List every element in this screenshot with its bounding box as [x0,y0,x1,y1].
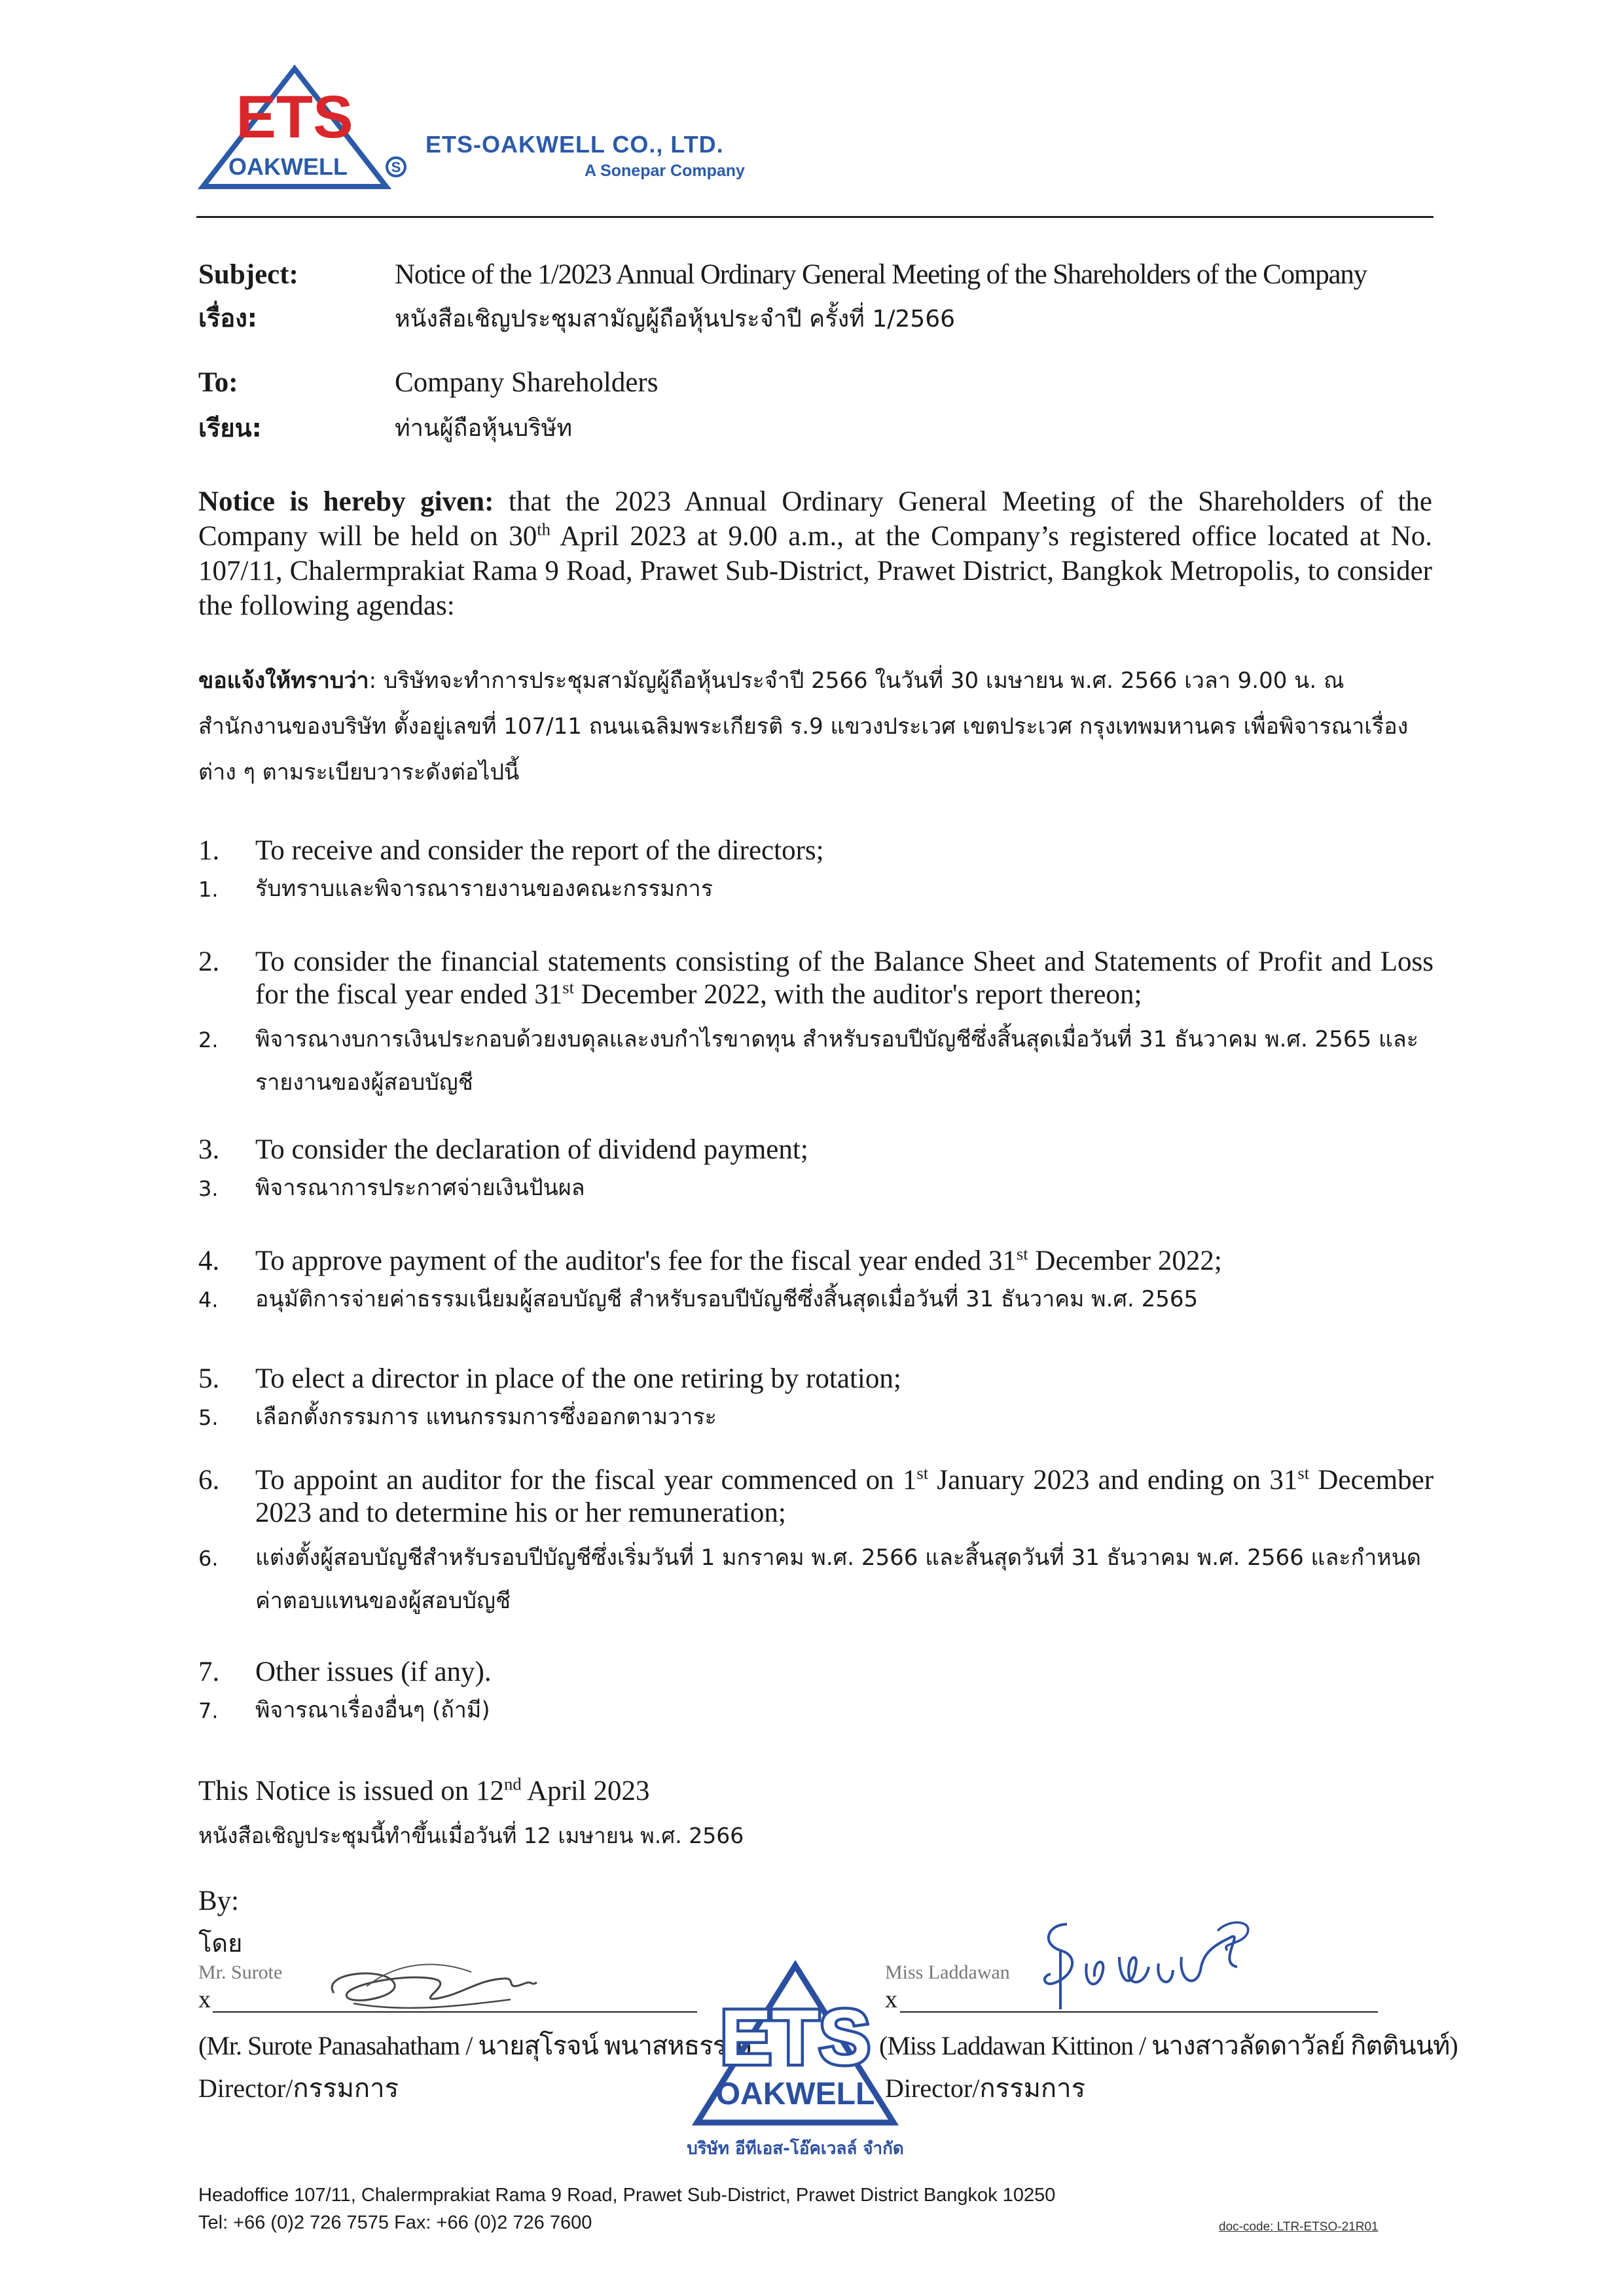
to-label-en: To: [198,367,238,398]
by-label-th: โดย [198,1929,243,1958]
agenda-1-th: รับทราบและพิจารณารายงานของคณะกรรมการ [255,876,713,902]
subject-label-th: เรื่อง: [198,304,257,332]
notice-paragraph-en [198,484,1432,623]
agenda-3-number-en: 3. [198,1134,220,1165]
doc-code: doc-code: LTR-ETSO-21R01 [1219,2220,1379,2234]
notice-lead-en: Notice is hereby given: [198,486,494,517]
issued-date-en [198,1775,650,1807]
issued-en-b: April 2023 [521,1776,650,1806]
company-tagline: A Sonepar Company [585,162,745,180]
left-signer-small-name: Mr. Surote [198,1962,283,1983]
agenda-7-th: พิจารณาเรื่องอื่นๆ (ถ้ามี) [255,1697,490,1723]
agenda-6-th: แต่งตั้งผู้สอบบัญชีสำหรับรอบปีบัญชีซึ่งเริ่มวันที่ 1 มกราคม พ.ศ. 2566 และสิ้นสุดวันที่ 31 ธันวาคม พ.ศ. 2566 และกำหนดค่าตอบแทนของผู้สอบบัญชี [255,1545,1421,1614]
agenda-6-number-th: 6. [198,1546,219,1571]
notice-sup-en: th [537,519,550,539]
footer-address: Headoffice 107/11, Chalermprakiat Rama 9 Road, Prawet Sub-District, Prawet District Bangkok 10250 [198,2185,1056,2206]
agenda-5-number-en: 5. [198,1363,220,1394]
right-signer-full-name: (Miss Laddawan Kittinon / นางสาวลัดดาวัลย์ กิตตินนท์) [879,2031,1458,2060]
logo-subtext: OAKWELL [228,153,348,180]
agenda-3-th: พิจารณาการประกาศจ่ายเงินปันผล [255,1175,585,1201]
header-divider [196,216,1434,218]
issued-en-sup: nd [504,1774,522,1794]
agenda-2-en-sup: st [562,977,574,997]
agenda-4-en-a: To approve payment of the auditor's fee for the fiscal year ended 31 [255,1246,1017,1276]
agenda-4-en-sup: st [1016,1244,1028,1264]
agenda-2-en [255,946,1434,1011]
right-signature-scribble [1021,1905,1270,2022]
agenda-6-en-c: December 2023 and to determine his or her remuneration; [255,1465,1434,1528]
agenda-4-number-en: 4. [198,1246,220,1276]
agenda-2-en-a: To consider the financial statements consisting of the Balance Sheet and Statements of Profit and Loss for the fiscal year ended 31 [255,946,1434,1010]
agenda-6-en-a: To appoint an auditor for the fiscal year commenced on 1 [255,1465,917,1496]
notice-paragraph-th [198,658,1432,795]
right-signature-line [900,2011,1378,2013]
right-signer-title: Director/กรรมการ [885,2073,1086,2103]
to-value-en: Company Shareholders [395,367,659,398]
company-name: ETS-OAKWELL CO., LTD. [425,131,724,158]
subject-value-th: หนังสือเชิญประชุมสามัญผู้ถือหุ้นประจำปี ครั้งที่ 1/2566 [395,306,956,332]
company-seal [681,1954,910,2170]
notice-text-en-1: that the 2023 Annual Ordinary General Meeting of the Shareholders of the Company will be held on 30 [198,486,1433,552]
agenda-4-en-b: December 2022; [1028,1246,1222,1276]
agenda-1-number-en: 1. [198,835,220,866]
agenda-7-en: Other issues (if any). [255,1657,492,1687]
agenda-2-number-en: 2. [198,946,220,977]
left-signature-line [213,2011,697,2013]
notice-text-en-2: April 2023 at 9.00 a.m., at the Company’s registered office located at No. 107/11, Chalermprakiat Rama 9 Road, Prawet Sub-District, Prawet District, Bangkok Metropolis, to consider the following agendas: [198,521,1432,621]
issued-date-th: หนังสือเชิญประชุมนี้ทำขึ้นเมื่อวันที่ 12 เมษายน พ.ศ. 2566 [198,1823,744,1848]
agenda-5-th: เลือกตั้งกรรมการ แทนกรรมการซึ่งออกตามวาระ [255,1404,717,1430]
subject-label-en: Subject: [198,259,298,290]
agenda-1-en: To receive and consider the report of the directors; [255,835,824,866]
agenda-6-number-en: 6. [198,1465,220,1496]
agenda-6-en-b: January 2023 and ending on 31 [928,1465,1298,1496]
notice-text-th: : บริษัทจะทำการประชุมสามัญผู้ถือหุ้นประจำปี 2566 ในวันที่ 30 เมษายน พ.ศ. 2566 เวลา 9.00 น. ณ สำนักงานของบริษัท ตั้งอยู่เลขที่ 107/11 ถนนเฉลิมพระเกียรติ ร.9 แขวงประเวศ เขตประเวศ กรุงเทพมหานคร เพื่อพิจารณาเรื่องต่าง ๆ ตามระเบียบวาระดังต่อไปนี้ [198,668,1409,785]
left-signature-scribble [308,1941,550,2026]
left-signer-full-name: (Mr. Surote Panasahatham / นายสุโรจน์ พนาสหธรรม) [198,2031,751,2060]
to-value-th: ท่านผู้ถือหุ้นบริษัท [395,415,573,442]
left-signature-x: x [198,1986,211,2013]
agenda-7-number-en: 7. [198,1657,220,1687]
left-signer-title: Director/กรรมการ [198,2073,399,2103]
agenda-1-number-th: 1. [198,877,219,902]
right-signature-x: x [885,1986,897,2013]
agenda-7-number-th: 7. [198,1698,219,1723]
footer-contact: Tel: +66 (0)2 726 7575 Fax: +66 (0)2 726 7600 [198,2212,592,2233]
agenda-4-number-th: 4. [198,1287,219,1312]
agenda-4-th: อนุมัติการจ่ายค่าธรรมเนียมผู้สอบบัญชี สำหรับรอบปีบัญชีซึ่งสิ้นสุดเมื่อวันที่ 31 ธันวาคม พ.ศ. 2565 [255,1286,1199,1312]
by-label-en: By: [198,1886,240,1916]
agenda-3-number-th: 3. [198,1176,219,1201]
agenda-3-en: To consider the declaration of dividend payment; [255,1134,808,1165]
seal-subtext: OAKWELL [715,2077,875,2111]
notice-lead-th: ขอแจ้งให้ทราบว่า [198,668,369,694]
agenda-4-en [255,1245,1434,1278]
agenda-6-en-sup: st [916,1463,929,1483]
issued-en-a: This Notice is issued on 12 [198,1776,504,1806]
seal-thai: บริษัท อีทีเอส-โอ๊คเวลล์ จำกัด [687,2139,904,2159]
agenda-6-en-sup2: st [1297,1463,1310,1483]
seal-text: ETS [720,1994,871,2081]
agenda-5-number-th: 5. [198,1405,219,1430]
ets-oakwell-logo [196,62,412,193]
agenda-2-en-b: December 2022, with the auditor's report thereon; [573,979,1142,1010]
to-label-th: เรียน: [198,414,262,442]
logo-text: ETS [236,84,353,151]
agenda-6-en [255,1464,1434,1530]
agenda-2-number-th: 2. [198,1028,219,1052]
agenda-5-en: To elect a director in place of the one retiring by rotation; [255,1363,901,1394]
right-signer-small-name: Miss Laddawan [885,1962,1010,1983]
subject-value-en: Notice of the 1/2023 Annual Ordinary General Meeting of the Shareholders of the Company [395,259,1367,290]
svg-text:S: S [391,159,401,175]
agenda-2-th: พิจารณางบการเงินประกอบด้วยงบดุลและงบกำไรขาดทุน สำหรับรอบปีบัญชีซึ่งสิ้นสุดเมื่อวันที่ 31 ธันวาคม พ.ศ. 2565 และรายงานของผู้สอบบัญชี [255,1026,1418,1096]
